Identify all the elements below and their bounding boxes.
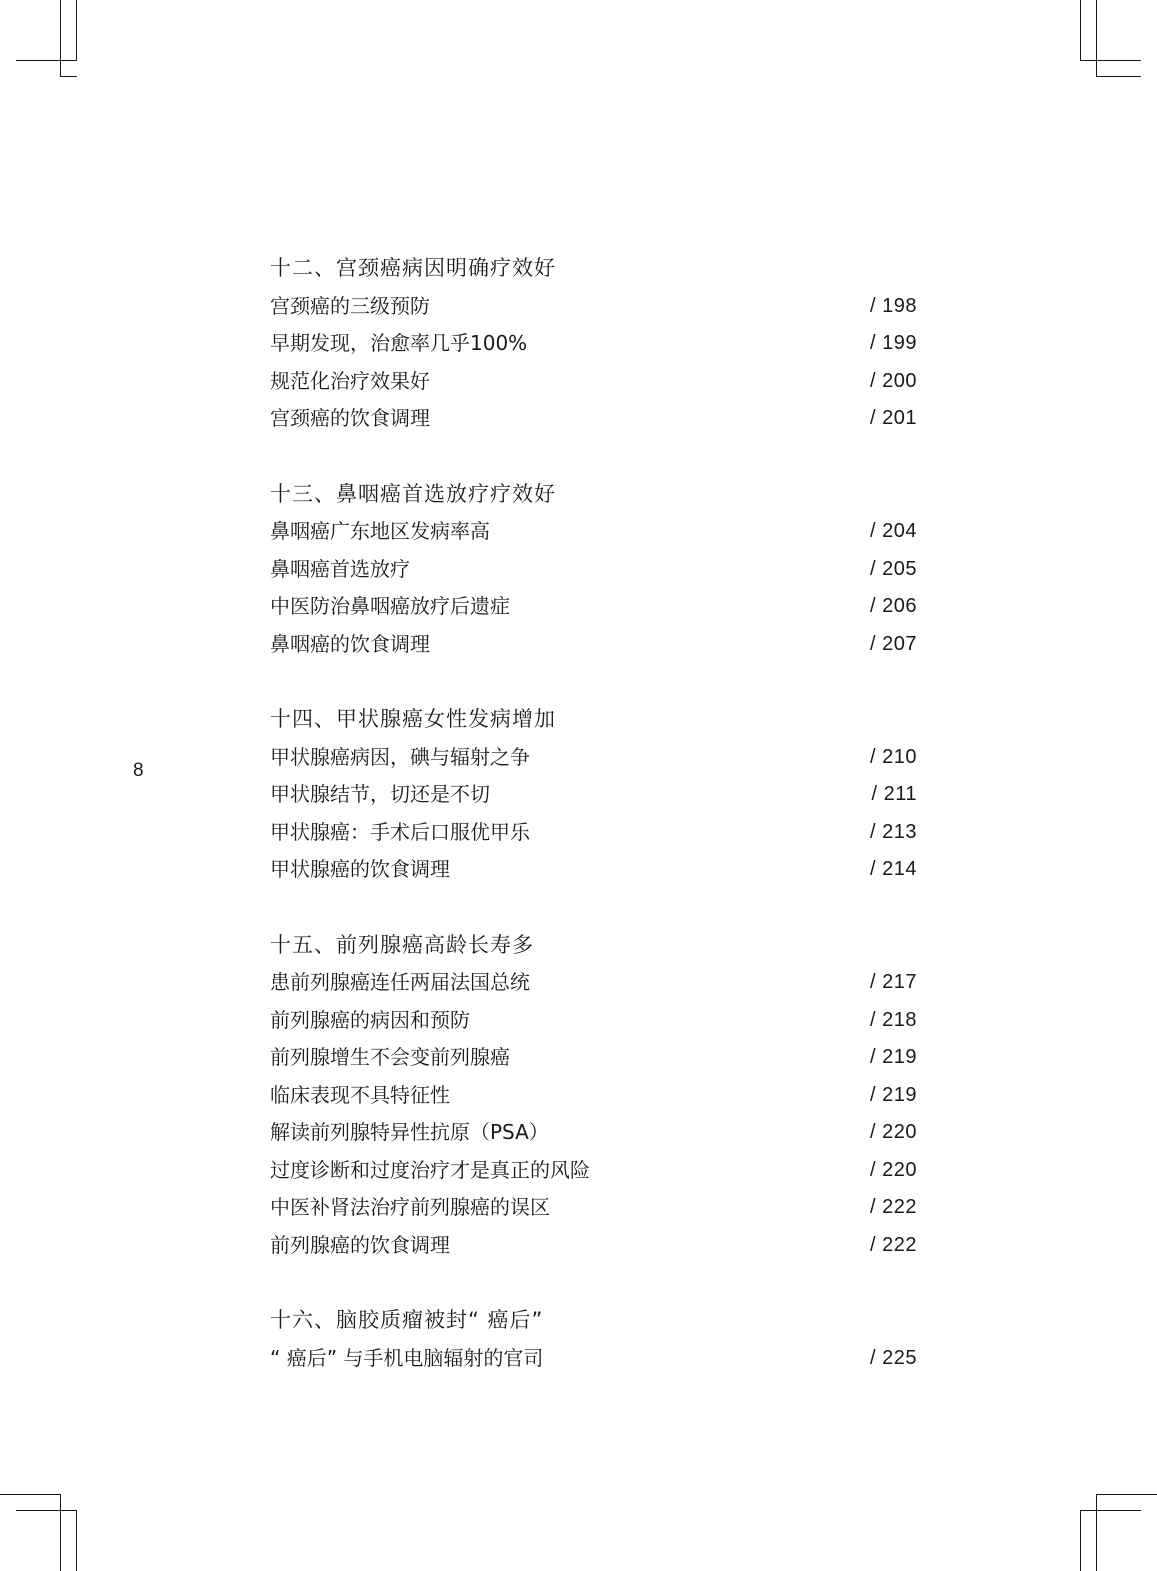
entry-title: 早期发现，治愈率几乎100% (270, 331, 528, 355)
entry-title: 前列腺癌的病因和预防 (270, 1007, 470, 1032)
table-of-contents (270, 250, 917, 1377)
entry-page-number: / 205 (870, 557, 917, 580)
section-heading: 十二、宫颈癌病因明确疗效好 (270, 256, 556, 280)
toc-entry[interactable] (270, 814, 917, 852)
entry-page-number: / 199 (870, 332, 917, 354)
entry-title: 宫颈癌的三级预防 (270, 293, 430, 318)
entry-page-number: / 204 (870, 520, 917, 542)
entry-title: 临床表现不具特征性 (270, 1082, 450, 1107)
toc-entry[interactable] (270, 1002, 917, 1040)
toc-entry[interactable] (270, 363, 917, 401)
toc-entry[interactable] (270, 1152, 917, 1190)
entry-page-number: / 198 (870, 294, 917, 317)
toc-entry[interactable] (270, 400, 917, 438)
entry-page-number: / 214 (870, 858, 917, 880)
toc-section-14 (270, 701, 917, 889)
entry-page-number: / 217 (870, 971, 917, 993)
entry-page-number: / 219 (870, 1046, 917, 1068)
section-heading: 十六、脑胶质瘤被封“ 癌后” (270, 1308, 544, 1332)
entry-page-number: / 200 (870, 369, 917, 392)
entry-title: 中医补肾法治疗前列腺癌的误区 (270, 1195, 550, 1219)
toc-entry[interactable] (270, 1227, 917, 1265)
entry-page-number: / 210 (870, 745, 917, 768)
toc-section-13 (270, 476, 917, 664)
entry-page-number: / 218 (870, 1008, 917, 1031)
toc-entry[interactable] (270, 513, 917, 551)
entry-title: 鼻咽癌的饮食调理 (270, 631, 430, 656)
entry-title: “ 癌后” 与手机电脑辐射的官司 (270, 1345, 544, 1370)
entry-page-number: / 213 (870, 820, 917, 843)
entry-title: 甲状腺癌病因，碘与辐射之争 (270, 744, 530, 769)
entry-page-number: / 222 (870, 1196, 917, 1218)
toc-section-12 (270, 250, 917, 438)
section-heading: 十五、前列腺癌高龄长寿多 (270, 932, 534, 957)
entry-title: 鼻咽癌首选放疗 (270, 556, 410, 581)
entry-page-number: / 220 (870, 1121, 917, 1143)
toc-entry[interactable] (270, 851, 917, 889)
entry-title: 前列腺癌的饮食调理 (270, 1232, 450, 1257)
entry-title: 中医防治鼻咽癌放疗后遗症 (270, 594, 510, 618)
toc-entry[interactable] (270, 1189, 917, 1227)
toc-entry[interactable] (270, 288, 917, 326)
entry-page-number: / 219 (870, 1083, 917, 1106)
toc-section-15 (270, 927, 917, 1265)
entry-page-number: / 211 (871, 783, 917, 805)
entry-title: 宫颈癌的饮食调理 (270, 406, 430, 430)
toc-entry[interactable] (270, 626, 917, 664)
toc-entry[interactable] (270, 588, 917, 626)
toc-entry[interactable] (270, 325, 917, 363)
toc-entry[interactable] (270, 1039, 917, 1077)
entry-title: 规范化治疗效果好 (270, 368, 430, 393)
entry-page-number: / 222 (870, 1233, 917, 1256)
entry-title: 甲状腺结节，切还是不切 (270, 782, 490, 806)
toc-entry[interactable] (270, 551, 917, 589)
entry-title: 甲状腺癌：手术后口服优甲乐 (270, 819, 530, 844)
entry-title: 甲状腺癌的饮食调理 (270, 857, 450, 881)
entry-page-number: / 220 (870, 1158, 917, 1181)
toc-section-16 (270, 1302, 917, 1377)
entry-title: 前列腺增生不会变前列腺癌 (270, 1045, 510, 1069)
entry-title: 患前列腺癌连任两届法国总统 (270, 970, 530, 994)
entry-page-number: / 206 (870, 595, 917, 617)
page-number: 8 (133, 760, 144, 781)
toc-entry[interactable] (270, 1077, 917, 1115)
entry-title: 过度诊断和过度治疗才是真正的风险 (270, 1157, 590, 1182)
toc-entry[interactable] (270, 1114, 917, 1152)
toc-entry[interactable] (270, 776, 917, 814)
entry-title: 鼻咽癌广东地区发病率高 (270, 519, 490, 543)
entry-page-number: / 201 (870, 407, 917, 429)
entry-title: 解读前列腺特异性抗原（PSA） (270, 1120, 549, 1144)
section-heading: 十三、鼻咽癌首选放疗疗效好 (270, 481, 556, 506)
toc-entry[interactable] (270, 1340, 917, 1378)
entry-page-number: / 207 (870, 632, 917, 655)
toc-entry[interactable] (270, 964, 917, 1002)
section-heading: 十四、甲状腺癌女性发病增加 (270, 707, 556, 731)
toc-entry[interactable] (270, 739, 917, 777)
entry-page-number: / 225 (870, 1346, 917, 1369)
